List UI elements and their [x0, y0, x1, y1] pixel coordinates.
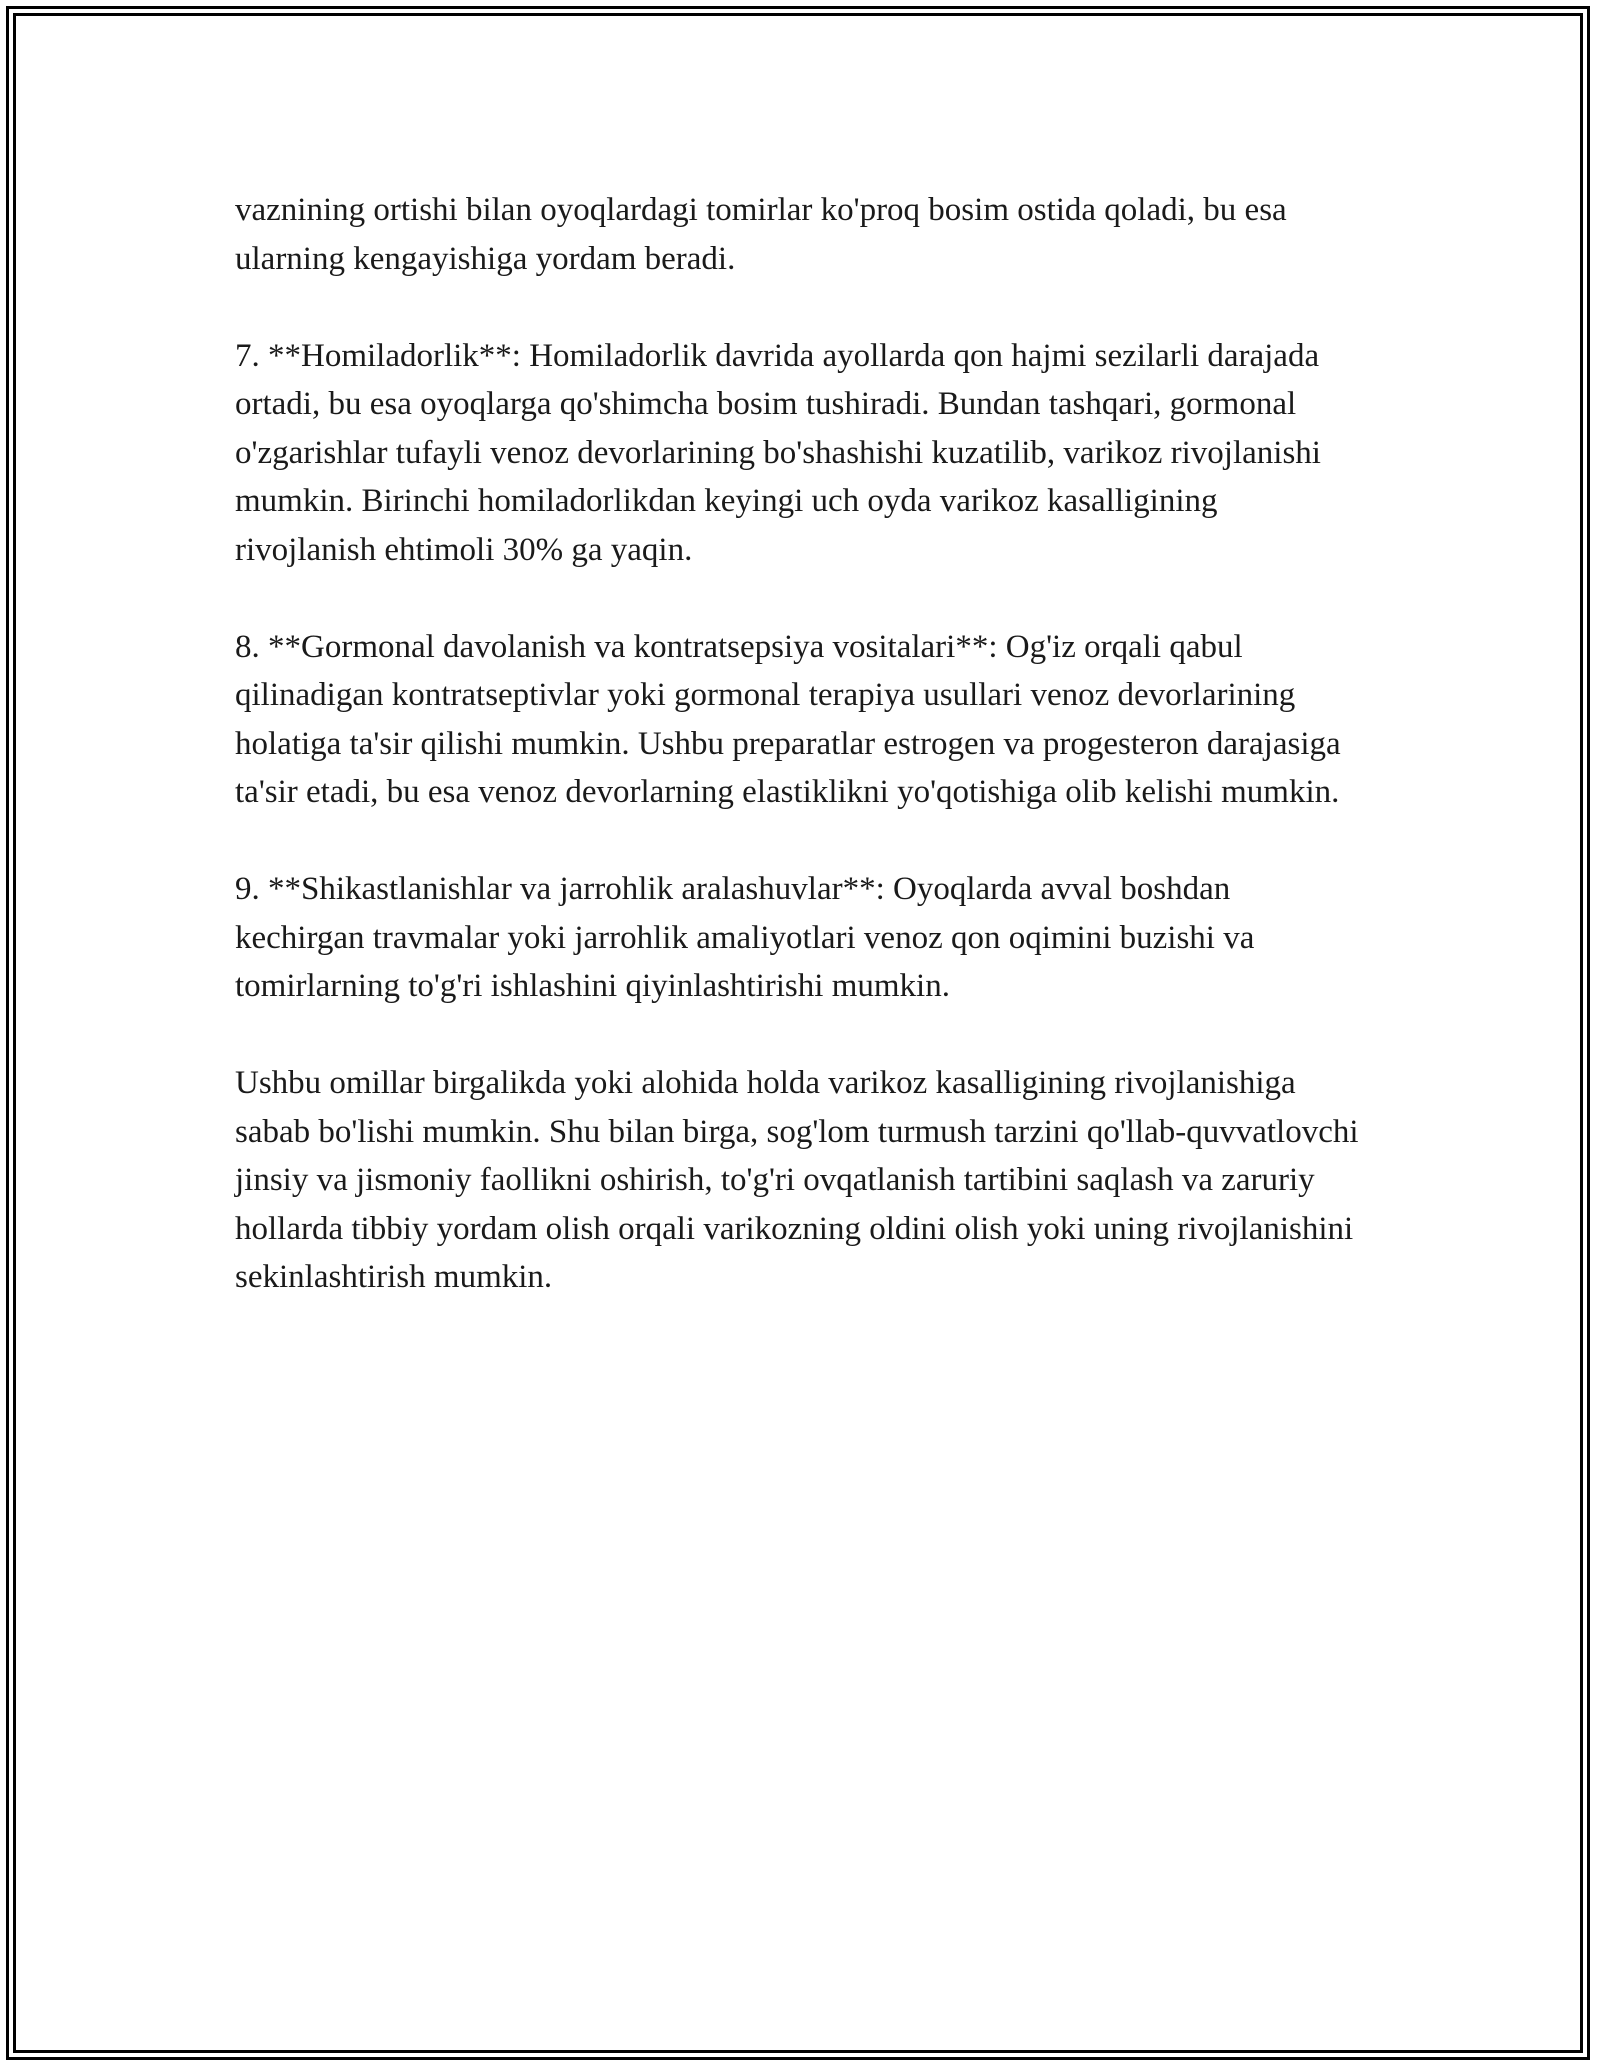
paragraph-conclusion: Ushbu omillar birgalikda yoki alohida holda varikoz kasalligining rivojlanishiga sabab bo'lishi mumkin. Shu bilan birga, sog'lom turmush tarzini qo'llab-quvvatlovchi jinsiy va jismoniy faollikni oshirish, to'g'ri ovqatlanish tartibini saqlash va zaruriy hollarda tibbiy yordam olish orqali varikozning oldini olish yoki uning rivojlanishini sekinlashtirish mumkin. — [235, 1065, 1359, 1295]
paragraph-item-9: 9. **Shikastlanishlar va jarrohlik aralashuvlar**: Oyoqlarda avval boshdan kechirgan travmalar yoki jarrohlik amaliyotlari venoz qon oqimini buzishi va tomirlarning to'g'ri ishlashini qiyinlashtirishi mumkin. — [235, 871, 1255, 1004]
paragraph-continuation: vaznining ortishi bilan oyoqlardagi tomirlar ko'proq bosim ostida qoladi, bu esa ularning kengayishiga yordam beradi. — [235, 192, 1287, 277]
document-body — [235, 186, 1365, 1350]
paragraph-item-8: 8. **Gormonal davolanish va kontratsepsiya vositalari**: Og'iz orqali qabul qilinadigan kontratseptivlar yoki gormonal terapiya usullari venoz devorlarining holatiga ta'sir qilishi mumkin. Ushbu preparatlar estrogen va progesteron darajasiga ta'sir etadi, bu esa venoz devorlarning elastiklikni yo'qotishiga olib kelishi mumkin. — [235, 628, 1341, 810]
paragraph-item-7: 7. **Homiladorlik**: Homiladorlik davrida ayollarda qon hajmi sezilarli darajada ortadi, bu esa oyoqlarga qo'shimcha bosim tushiradi. Bundan tashqari, gormonal o'zgarishlar tufayli venoz devorlarining bo'shashishi kuzatilib, varikoz rivojlanishi mumkin. Birinchi homiladorlikdan keyingi uch oyda varikoz kasalligining rivojlanish ehtimoli 30% ga yaqin. — [235, 337, 1321, 568]
